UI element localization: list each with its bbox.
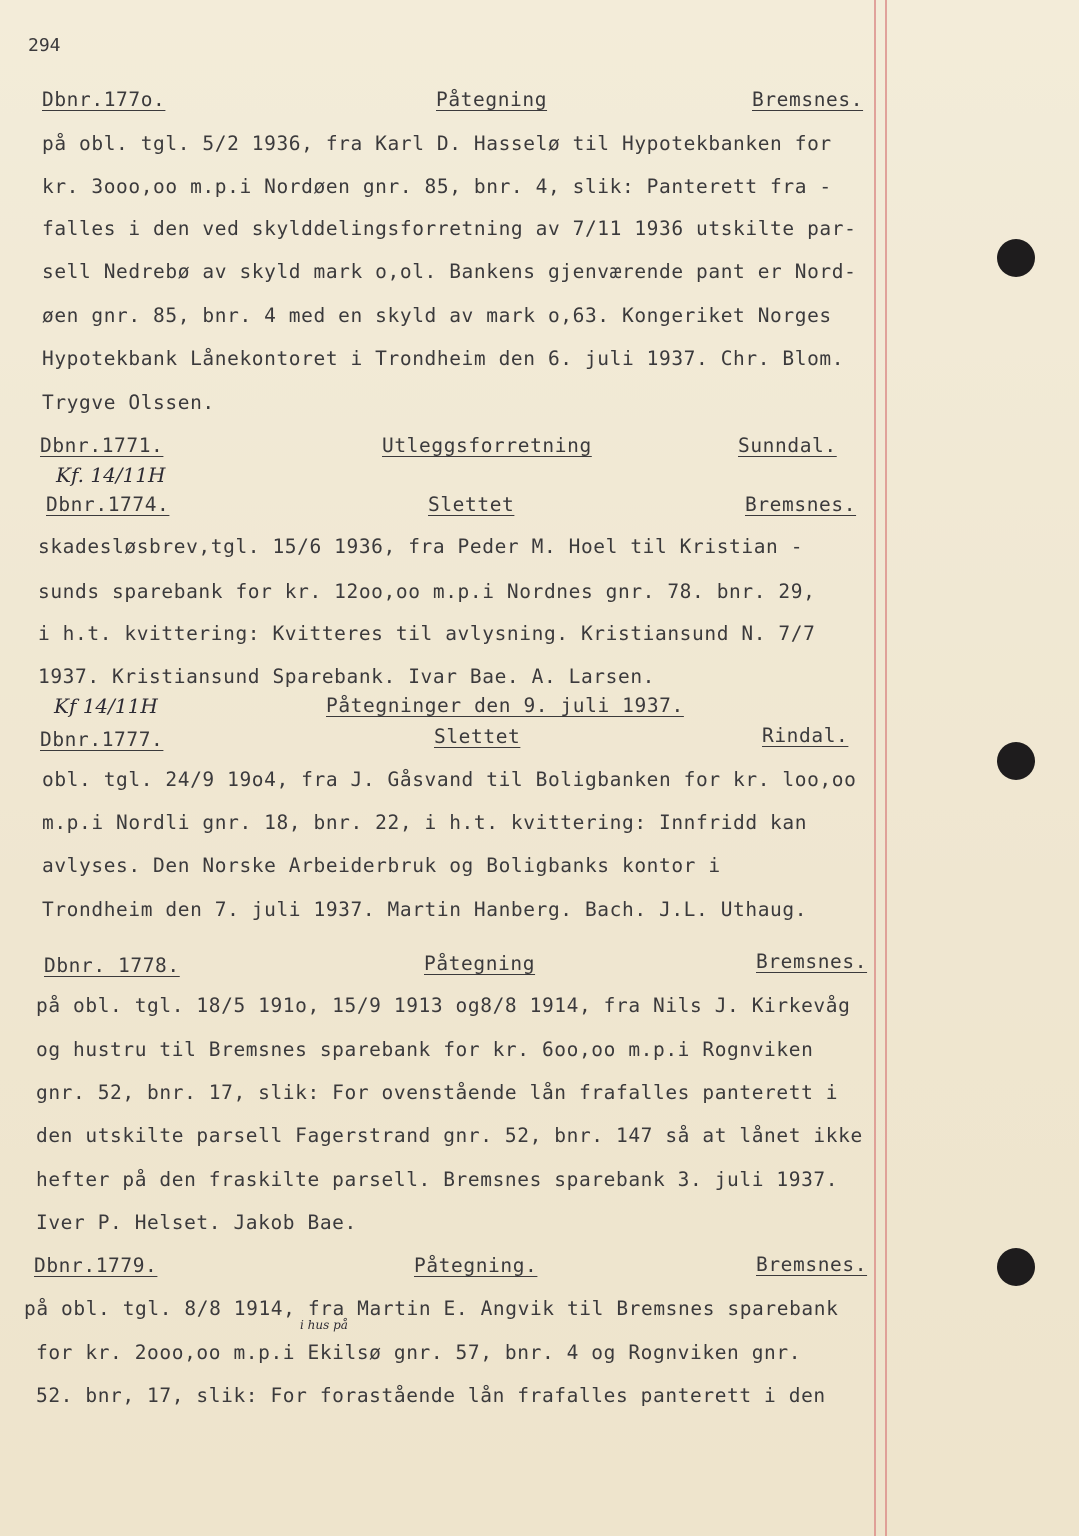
text-line: hefter på den fraskilte parsell. Bremsnes sparebank 3. juli 1937. — [36, 1168, 839, 1191]
punch-hole-bottom — [997, 1248, 1035, 1286]
punch-hole-middle — [997, 742, 1035, 780]
text-line: kr. 3ooo,oo m.p.i Nordøen gnr. 85, bnr. 4, slik: Panterett fra - — [42, 175, 832, 198]
entry-place: Bremsnes. — [756, 1253, 868, 1276]
handwritten-insert: i hus på — [300, 1318, 348, 1332]
text-line: gnr. 52, bnr. 17, slik: For ovenstående lån frafalles panterett i — [36, 1081, 839, 1104]
punch-hole-top — [997, 239, 1035, 277]
text-line: på obl. tgl. 18/5 191o, 15/9 1913 og8/8 1914, fra Nils J. Kirkevåg — [36, 994, 851, 1017]
text-line: sunds sparebank for kr. 12oo,oo m.p.i Nordnes gnr. 78. bnr. 29, — [38, 580, 816, 603]
text-line: sell Nedrebø av skyld mark o,ol. Bankens gjenværende pant er Nord- — [42, 260, 857, 283]
date-heading: Påtegninger den 9. juli 1937. — [326, 694, 684, 717]
text-line: og hustru til Bremsnes sparebank for kr. 6oo,oo m.p.i Rognviken — [36, 1038, 814, 1061]
margin-line-right — [885, 0, 887, 1536]
entry-type: Slettet — [428, 493, 515, 516]
entry-place: Bremsnes. — [745, 493, 857, 516]
entry-number: Dbnr. 1778. — [44, 954, 180, 977]
text-line: skadesløsbrev,tgl. 15/6 1936, fra Peder M. Hoel til Kristian - — [38, 535, 804, 558]
text-line: den utskilte parsell Fagerstrand gnr. 52, bnr. 147 så at lånet ikke — [36, 1124, 863, 1147]
text-line: falles i den ved skylddelingsforretning av 7/11 1936 utskilte par- — [42, 217, 857, 240]
entry-number: Dbnr.1779. — [34, 1254, 158, 1277]
entry-type: Slettet — [434, 725, 521, 748]
text-line: Iver P. Helset. Jakob Bae. — [36, 1211, 357, 1234]
text-line: på obl. tgl. 8/8 1914, fra Martin E. Angvik til Bremsnes sparebank — [24, 1297, 839, 1320]
entry-number: Dbnr.1771. — [40, 434, 164, 457]
text-line: m.p.i Nordli gnr. 18, bnr. 22, i h.t. kvittering: Innfridd kan — [42, 811, 808, 834]
entry-number: Dbnr.177o. — [42, 88, 166, 111]
handwritten-note: Kf 14/11H — [54, 694, 158, 718]
text-line: avlyses. Den Norske Arbeiderbruk og Boligbanks kontor i — [42, 854, 721, 877]
text-line: Trondheim den 7. juli 1937. Martin Hanberg. Bach. J.L. Uthaug. — [42, 898, 808, 921]
text-line: 52. bnr, 17, slik: For forastående lån frafalles panterett i den — [36, 1384, 826, 1407]
entry-number: Dbnr.1777. — [40, 728, 164, 751]
text-line: på obl. tgl. 5/2 1936, fra Karl D. Hasselø til Hypotekbanken for — [42, 132, 832, 155]
page-number: 294 — [28, 35, 61, 56]
handwritten-note: Kf. 14/11H — [56, 463, 166, 487]
text-line: Trygve Olssen. — [42, 391, 215, 414]
entry-place: Sunndal. — [738, 434, 837, 457]
text-line: obl. tgl. 24/9 19o4, fra J. Gåsvand til Boligbanken for kr. loo,oo — [42, 768, 857, 791]
entry-type: Påtegning. — [414, 1254, 538, 1277]
margin-line-left — [874, 0, 876, 1536]
entry-place: Bremsnes. — [756, 950, 868, 973]
text-line: 1937. Kristiansund Sparebank. Ivar Bae. A. Larsen. — [38, 665, 655, 688]
entry-number: Dbnr.1774. — [46, 493, 170, 516]
entry-place: Bremsnes. — [752, 88, 864, 111]
text-line: øen gnr. 85, bnr. 4 med en skyld av mark o,63. Kongeriket Norges — [42, 304, 832, 327]
text-line: Hypotekbank Lånekontoret i Trondheim den 6. juli 1937. Chr. Blom. — [42, 347, 845, 370]
entry-type: Utleggsforretning — [382, 434, 592, 457]
entry-place: Rindal. — [762, 724, 849, 747]
text-line: i h.t. kvittering: Kvitteres til avlysning. Kristiansund N. 7/7 — [38, 622, 816, 645]
entry-type: Påtegning — [436, 88, 548, 111]
text-line: for kr. 2ooo,oo m.p.i Ekilsø gnr. 57, bnr. 4 og Rognviken gnr. — [36, 1341, 802, 1364]
entry-type: Påtegning — [424, 952, 536, 975]
